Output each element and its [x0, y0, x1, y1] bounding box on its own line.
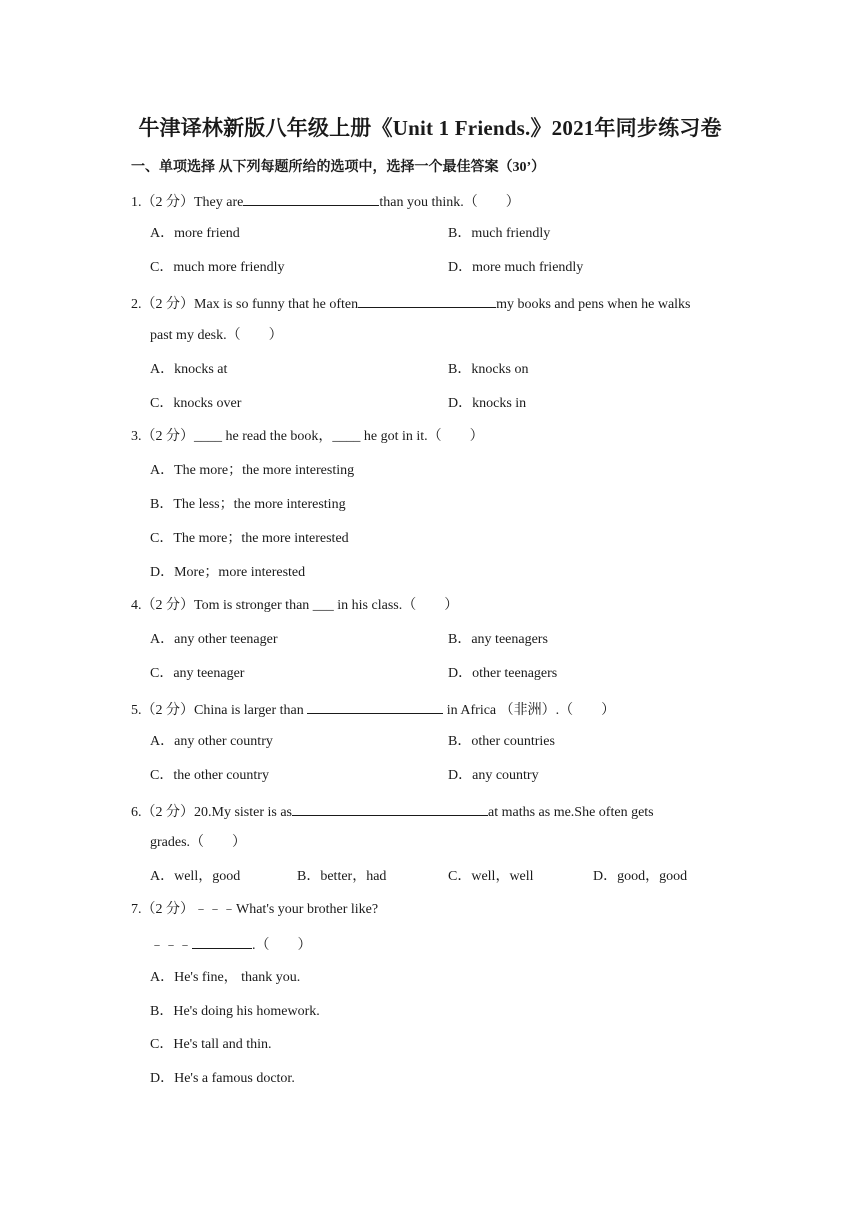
question-number: 6.	[131, 805, 142, 820]
question-text: China is larger than	[194, 703, 308, 718]
question-text: ﹣﹣﹣What's your brother like?	[194, 902, 379, 917]
question-number: 1.	[131, 195, 142, 210]
question-3	[131, 428, 484, 446]
question-number: 4.	[131, 598, 142, 613]
option-a[interactable]: A．well，good	[150, 869, 241, 884]
option-c[interactable]: C．much more friendly	[150, 260, 285, 275]
question-2	[131, 293, 691, 314]
question-number: 3.	[131, 429, 142, 444]
question-continuation	[150, 934, 312, 955]
option-c[interactable]: C．knocks over	[150, 396, 242, 411]
question-score: （2 分）	[141, 429, 194, 444]
option-b[interactable]: B．much friendly	[448, 226, 551, 241]
option-d[interactable]: D．He's a famous doctor.	[150, 1071, 295, 1086]
option-a[interactable]: A．more friend	[150, 226, 240, 241]
question-text: Tom is stronger than ___ in his class.（ ）	[194, 598, 459, 613]
question-score: （2 分）	[141, 195, 194, 210]
option-d[interactable]: D．any country	[448, 768, 539, 783]
question-6	[131, 801, 654, 822]
question-1	[131, 191, 520, 212]
dialogue-dash: ﹣﹣﹣	[150, 938, 192, 953]
answer-blank[interactable]	[358, 293, 496, 308]
question-score: （2 分）	[141, 902, 194, 917]
option-b[interactable]: B．The less；the more interesting	[150, 497, 346, 512]
question-number: 5.	[131, 703, 142, 718]
question-text: They are	[194, 195, 244, 210]
question-text: Max is so funny that he often	[194, 297, 359, 312]
option-d[interactable]: D．other teenagers	[448, 666, 558, 681]
question-5	[131, 699, 615, 720]
question-score: （2 分）	[141, 703, 194, 718]
question-7	[131, 901, 378, 919]
question-text: than you think.（ ）	[379, 195, 520, 210]
answer-blank[interactable]	[243, 191, 379, 206]
question-number: 7.	[131, 902, 142, 917]
question-score: （2 分）	[141, 297, 194, 312]
option-c[interactable]: C．He's tall and thin.	[150, 1037, 272, 1052]
option-d[interactable]: D．more much friendly	[448, 260, 584, 275]
option-b[interactable]: B．other countries	[448, 734, 555, 749]
option-a[interactable]: A．any other teenager	[150, 632, 278, 647]
question-score: （2 分）	[141, 598, 194, 613]
option-b[interactable]: B．knocks on	[448, 362, 529, 377]
question-text: .（ ）	[252, 938, 312, 953]
option-b[interactable]: B．any teenagers	[448, 632, 548, 647]
question-text: in Africa （非洲）.（ ）	[443, 703, 616, 718]
option-a[interactable]: A．The more；the more interesting	[150, 463, 355, 478]
question-4	[131, 597, 458, 615]
option-d[interactable]: D．good，good	[593, 869, 688, 884]
question-text: at maths as me.She often gets	[488, 805, 654, 820]
answer-blank[interactable]	[307, 699, 443, 714]
question-text: 20.My sister is as	[194, 805, 292, 820]
question-text: my books and pens when he walks	[496, 297, 691, 312]
question-number: 2.	[131, 297, 142, 312]
option-a[interactable]: A．knocks at	[150, 362, 228, 377]
section-heading: 一、单项选择 从下列每题所给的选项中，选择一个最佳答案（30’）	[131, 160, 546, 175]
option-b[interactable]: B．better，had	[297, 869, 387, 884]
question-text: ____ he read the book，____ he got in it.（ ）	[194, 429, 484, 444]
option-c[interactable]: C．the other country	[150, 768, 269, 783]
option-b[interactable]: B．He's doing his homework.	[150, 1004, 320, 1019]
option-c[interactable]: C．any teenager	[150, 666, 245, 681]
question-continuation: past my desk.（ ）	[150, 328, 283, 343]
question-score: （2 分）	[141, 805, 194, 820]
option-a[interactable]: A．any other country	[150, 734, 273, 749]
option-d[interactable]: D．More；more interested	[150, 565, 306, 580]
option-c[interactable]: C．well，well	[448, 869, 534, 884]
answer-blank[interactable]	[192, 934, 252, 949]
option-d[interactable]: D．knocks in	[448, 396, 527, 411]
question-continuation: grades.（ ）	[150, 835, 247, 850]
option-c[interactable]: C．The more；the more interested	[150, 531, 349, 546]
answer-blank[interactable]	[292, 801, 488, 816]
option-a[interactable]: A．He's fine， thank you.	[150, 970, 301, 985]
page-title: 牛津译林新版八年级上册《Unit 1 Friends.》2021年同步练习卷	[138, 116, 722, 140]
